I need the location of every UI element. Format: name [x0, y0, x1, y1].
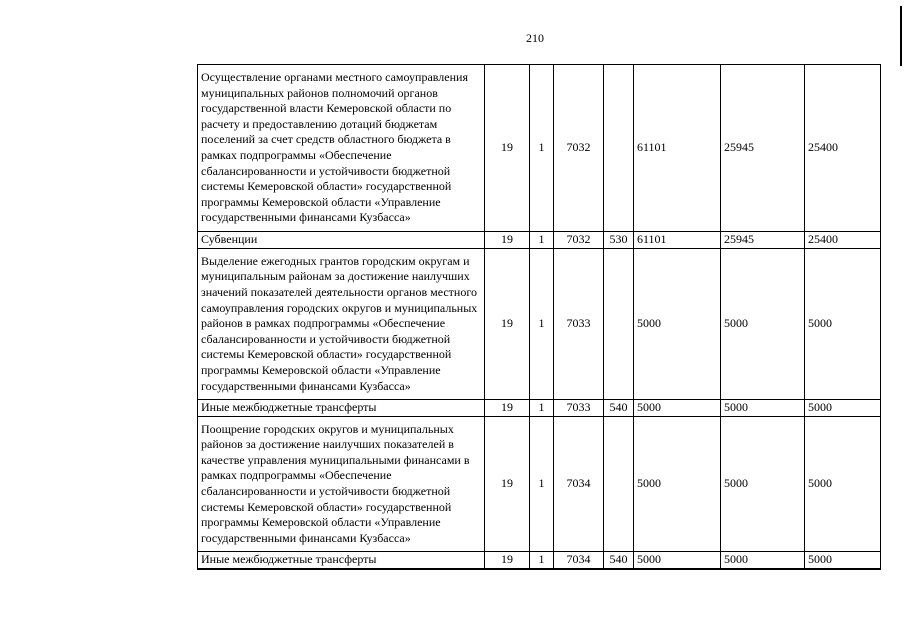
amount-year-3: 5000	[805, 552, 881, 570]
subsection-code: 1	[530, 65, 554, 232]
table-row	[198, 400, 881, 417]
subsection-code: 1	[530, 400, 554, 417]
table-row	[198, 232, 881, 249]
section-code: 19	[485, 552, 530, 570]
target-article-code: 7033	[554, 249, 604, 400]
expense-type-code: 540	[604, 400, 634, 417]
table-row	[198, 65, 881, 232]
amount-year-1: 61101	[634, 232, 721, 249]
budget-table	[197, 64, 881, 570]
amount-year-2: 25945	[721, 65, 805, 232]
amount-year-3: 25400	[805, 232, 881, 249]
page-number: 210	[526, 31, 544, 45]
row-description: Иные межбюджетные трансферты	[198, 552, 485, 570]
section-code: 19	[485, 249, 530, 400]
amount-year-3: 5000	[805, 249, 881, 400]
row-description: Субвенции	[198, 232, 485, 249]
subsection-code: 1	[530, 249, 554, 400]
amount-year-1: 5000	[634, 417, 721, 552]
target-article-code: 7034	[554, 417, 604, 552]
amount-year-1: 5000	[634, 249, 721, 400]
amount-year-3: 25400	[805, 65, 881, 232]
expense-type-code: 530	[604, 232, 634, 249]
target-article-code: 7033	[554, 400, 604, 417]
amount-year-3: 5000	[805, 417, 881, 552]
expense-type-code: 540	[604, 552, 634, 570]
table-row	[198, 552, 881, 570]
target-article-code: 7034	[554, 552, 604, 570]
amount-year-2: 25945	[721, 232, 805, 249]
section-code: 19	[485, 232, 530, 249]
section-code: 19	[485, 400, 530, 417]
subsection-code: 1	[530, 417, 554, 552]
amount-year-3: 5000	[805, 400, 881, 417]
amount-year-1: 61101	[634, 65, 721, 232]
page-edge-mark	[900, 6, 902, 66]
row-description: Поощрение городских округов и муниципальных районов за достижение наилучших показателей в качестве управления муниципальными финансами в рамках подпрограммы «Обеспечение сбалансированности и устойчивости бюджетной системы Кемеровской области» государственной программы Кемеровской области «Управление государственными финансами Кузбасса»	[198, 417, 485, 552]
amount-year-2: 5000	[721, 552, 805, 570]
amount-year-2: 5000	[721, 417, 805, 552]
expense-type-code	[604, 249, 634, 400]
target-article-code: 7032	[554, 232, 604, 249]
expense-type-code	[604, 417, 634, 552]
row-description: Осуществление органами местного самоуправления муниципальных районов полномочий органов государственной власти Кемеровской области по расчету и предоставлению дотаций бюджетам поселений за счет средств областного бюджета в рамках подпрограммы «Обеспечение сбалансированности и устойчивости бюджетной системы Кемеровской области» государственной программы Кемеровской области «Управление государственными финансами Кузбасса»	[198, 65, 485, 232]
row-description: Иные межбюджетные трансферты	[198, 400, 485, 417]
amount-year-1: 5000	[634, 400, 721, 417]
subsection-code: 1	[530, 232, 554, 249]
target-article-code: 7032	[554, 65, 604, 232]
section-code: 19	[485, 65, 530, 232]
subsection-code: 1	[530, 552, 554, 570]
amount-year-2: 5000	[721, 249, 805, 400]
expense-type-code	[604, 65, 634, 232]
amount-year-2: 5000	[721, 400, 805, 417]
section-code: 19	[485, 417, 530, 552]
table-row	[198, 417, 881, 552]
table-row	[198, 249, 881, 400]
row-description: Выделение ежегодных грантов городским округам и муниципальным районам за достижение наилучших значений показателей деятельности органов местного самоуправления городских округов и муниципальных районов в рамках подпрограммы «Обеспечение сбалансированности и устойчивости бюджетной системы Кемеровской области» государственной программы Кемеровской области «Управление государственными финансами Кузбасса»	[198, 249, 485, 400]
amount-year-1: 5000	[634, 552, 721, 570]
